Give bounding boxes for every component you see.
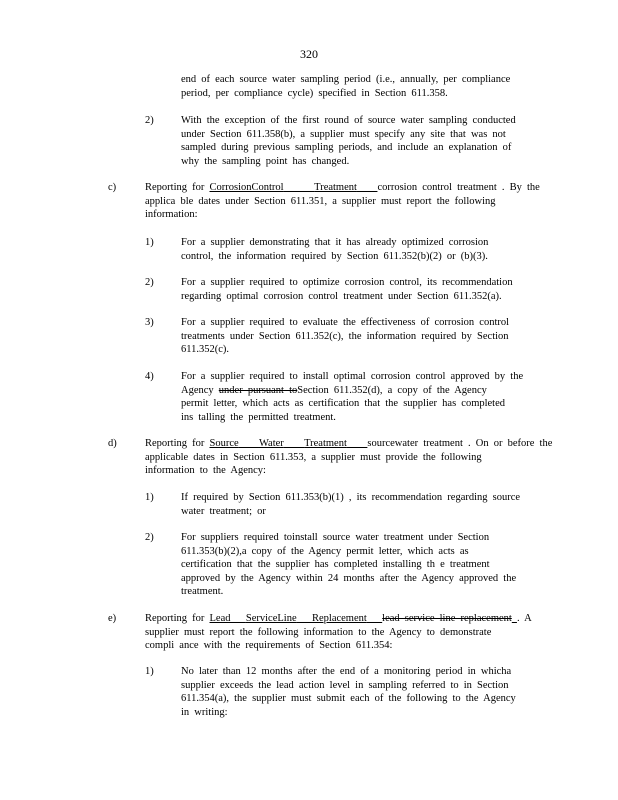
item-text [181, 276, 513, 303]
continued-paragraph [181, 73, 510, 100]
text-line: approved by the Agency within 24 months after the Agency approved the [181, 572, 517, 584]
text-line: treatment. [181, 586, 224, 598]
text-line: For a supplier required to evaluate the effectiveness of corrosion control [181, 317, 510, 328]
text-line: regarding optimal corrosion control treatment under Section 611.352(a). [181, 290, 502, 302]
text-line: For suppliers required toinstall source water treatment under Section [181, 532, 490, 543]
text-line: If required by Section 611.353(b)(1) , its recommendation regarding source [181, 492, 521, 503]
underline-gap [284, 438, 304, 449]
section-c-text [145, 181, 540, 222]
text-line: For a supplier demonstrating that it has already optimized corrosion [181, 237, 489, 248]
text-line: information to the Agency: [145, 465, 266, 477]
text-line: treatments under Section 611.352(c), the information required by Section [181, 330, 509, 342]
section-d-text [145, 437, 552, 478]
section-label-c: c) [108, 182, 117, 193]
text-run: Reporting for [145, 613, 210, 624]
underlined-insertion: Source [209, 438, 239, 449]
text-line: why the sampling point has changed. [181, 155, 350, 167]
text-run: corrosion control treatment . By the [377, 182, 540, 193]
underlined-insertion: Treatment [304, 438, 347, 449]
item-label: 2) [145, 532, 154, 543]
text-line [145, 612, 532, 626]
text-line: 611.354(a), the supplier must submit each of the following to the Agency [181, 693, 516, 705]
struck-deletion: under pursuant to [218, 384, 298, 396]
text-line: water treatment; or [181, 505, 266, 517]
section-label-e: e) [108, 613, 117, 624]
text-line: ins talling the permitted treatment. [181, 411, 336, 423]
text-line: 611.352(c). [181, 344, 230, 356]
item-text [181, 236, 488, 263]
text-line: With the exception of the first round of source water sampling conducted [181, 115, 516, 126]
text-line: applica ble dates under Section 611.351, a supplier must report the following [145, 195, 496, 207]
underlined-insertion: Water [258, 438, 284, 449]
item-label: 1) [145, 492, 154, 503]
underline-gap [297, 613, 312, 624]
underline-gap [284, 182, 315, 193]
underline-gap [357, 182, 378, 193]
text-run: sourcewater treatment . On or before the [367, 438, 553, 449]
text-line: compli ance with the requirements of Section 611.354: [145, 640, 393, 652]
text-run: . A [516, 613, 532, 624]
text-line: period, per compliance cycle) specified in Section 611.358. [181, 87, 448, 99]
item-text [181, 665, 516, 719]
item-label: 2) [145, 277, 154, 288]
item-text [181, 114, 516, 168]
text-line: under Section 611.358(b), a supplier must specify any site that was not [181, 128, 506, 140]
text-line [181, 384, 523, 398]
item-label: 4) [145, 371, 154, 382]
text-run: Agency [181, 384, 219, 396]
item-text [181, 316, 509, 357]
underline-gap [347, 438, 368, 449]
text-run: Section 611.352(d), a copy of the Agency [297, 384, 487, 396]
underlined-insertion: ServiceLine [245, 613, 297, 624]
text-line: applicable dates in Section 611.353, a supplier must provide the following [145, 451, 482, 463]
text-line: sampled during previous sampling periods, and include an explanation of [181, 142, 512, 154]
text-line [145, 437, 552, 451]
text-line: For a supplier required to optimize corrosion control, its recommendation [181, 277, 513, 288]
item-label: 2) [145, 115, 154, 126]
underline-gap [231, 613, 246, 624]
underlined-insertion: Treatment [314, 182, 357, 193]
underlined-insertion: Replacement [311, 613, 367, 624]
underline-gap [239, 438, 259, 449]
section-label-d: d) [108, 438, 117, 449]
item-label: 1) [145, 237, 154, 248]
item-text [181, 531, 516, 599]
text-line: certification that the supplier has completed installing th e treatment [181, 559, 490, 571]
underline-gap [367, 613, 382, 624]
text-line: No later than 12 months after the end of a monitoring period in whicha [181, 666, 512, 677]
text-line: end of each source water sampling period (i.e., annually, per compliance [181, 74, 511, 85]
text-line: information: [145, 209, 198, 221]
text-run: Reporting for [145, 438, 210, 449]
underlined-insertion: CorrosionControl [209, 182, 284, 193]
text-line: supplier exceeds the lead action level in sampling referred to in Section [181, 679, 509, 691]
text-run: Reporting for [145, 182, 210, 193]
item-text [181, 491, 520, 518]
page-number: 320 [300, 47, 318, 61]
underlined-insertion: Lead [209, 613, 231, 624]
text-line: supplier must report the following information to the Agency to demonstrate [145, 626, 492, 638]
text-line: permit letter, which acts as certification that the supplier has completed [181, 398, 506, 410]
text-line [145, 181, 540, 195]
item-text [181, 370, 523, 424]
struck-deletion: lead service line replacement [382, 613, 512, 624]
section-e-text [145, 612, 532, 653]
item-label: 1) [145, 666, 154, 677]
text-line: For a supplier required to install optimal corrosion control approved by the [181, 371, 524, 382]
item-label: 3) [145, 317, 154, 328]
text-line: in writing: [181, 706, 228, 718]
text-line: control, the information required by Section 611.352(b)(2) or (b)(3). [181, 250, 488, 262]
text-line: 611.353(b)(2),a copy of the Agency permit letter, which acts as [181, 545, 469, 557]
